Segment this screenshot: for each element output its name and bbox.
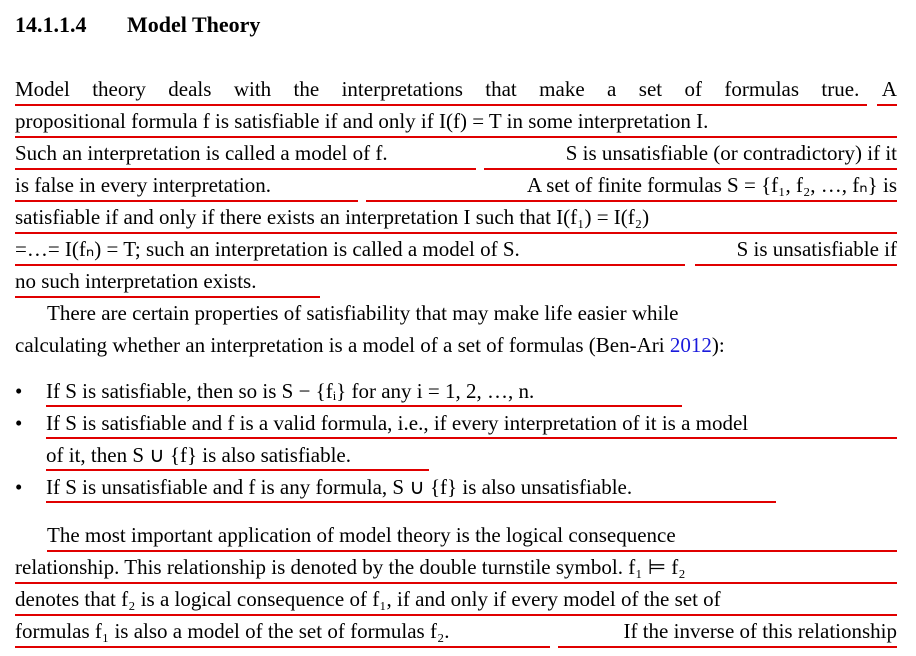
list-item-continuation: of it, then S ∪ {f} is also satisfiable.	[46, 443, 351, 467]
underline-annotation	[15, 104, 867, 106]
underline-annotation	[15, 264, 685, 266]
citation-link[interactable]: 2012	[669, 333, 712, 357]
section-number: 14.1.1.4	[15, 12, 87, 37]
list-item: If S is satisfiable and f is a valid formula, i.e., if every interpretation of it is a model	[46, 411, 749, 435]
underline-annotation	[15, 646, 550, 648]
para1-line-7: no such interpretation exists.	[15, 269, 257, 293]
underline-annotation	[877, 104, 897, 106]
underline-annotation	[15, 232, 897, 234]
underline-annotation	[47, 550, 897, 552]
bullet-marker: •	[15, 379, 23, 403]
underline-annotation	[695, 264, 897, 266]
underline-annotation	[46, 501, 776, 503]
para2-line-2: calculating whether an interpretation is a model of a set of formulas (Ben-Ari 2012):	[15, 333, 725, 357]
para3-line-3: denotes that f₂ is a logical consequence of f₁, if and only if every model of the set of	[15, 587, 721, 611]
para1-line-2: propositional formula f is satisfiable if and only if I(f) = T in some interpretation I.	[15, 109, 709, 133]
underline-annotation	[15, 200, 358, 202]
underline-annotation	[558, 646, 897, 648]
list-item: If S is satisfiable, then so is S − {fᵢ} for any i = 1, 2, …, n.	[46, 379, 535, 403]
para1-line-3: Such an interpretation is called a model of f. S is unsatisfiable (or contradictory) if it	[15, 141, 897, 165]
underline-annotation	[15, 582, 897, 584]
underline-annotation	[15, 136, 897, 138]
list-item: If S is unsatisfiable and f is any formula, S ∪ {f} is also unsatisfiable.	[46, 475, 633, 499]
underline-annotation	[15, 614, 897, 616]
underline-annotation	[15, 296, 320, 298]
para3-line-1: The most important application of model theory is the logical consequence	[47, 523, 676, 547]
para3-line-4: formulas f₁ is also a model of the set of formulas f₂. If the inverse of this relationship	[15, 619, 897, 643]
bullet-marker: •	[15, 475, 23, 499]
para1-line-1: Model theory deals with the interpretations that make a set of formulas true. A	[15, 77, 897, 101]
underline-annotation	[484, 168, 897, 170]
para1-line-5: satisfiable if and only if there exists an interpretation I such that I(f₁) = I(f₂)	[15, 205, 650, 229]
para1-line-4: is false in every interpretation. A set of finite formulas S = {f₁, f₂, …, fₙ} is	[15, 173, 897, 197]
para3-line-2: relationship. This relationship is denoted by the double turnstile symbol. f₁ ⊨ f₂	[15, 555, 686, 579]
underline-annotation	[46, 437, 897, 439]
bullet-marker: •	[15, 411, 23, 435]
underline-annotation	[15, 168, 476, 170]
underline-annotation	[46, 469, 429, 471]
section-title: Model Theory	[127, 12, 261, 37]
underline-annotation	[366, 200, 897, 202]
para1-line-6: =…= I(fₙ) = T; such an interpretation is called a model of S. S is unsatisfiable if	[15, 237, 897, 261]
underline-annotation	[46, 405, 682, 407]
section-heading	[15, 10, 260, 40]
para2-line-1: There are certain properties of satisfiability that may make life easier while	[47, 301, 679, 325]
